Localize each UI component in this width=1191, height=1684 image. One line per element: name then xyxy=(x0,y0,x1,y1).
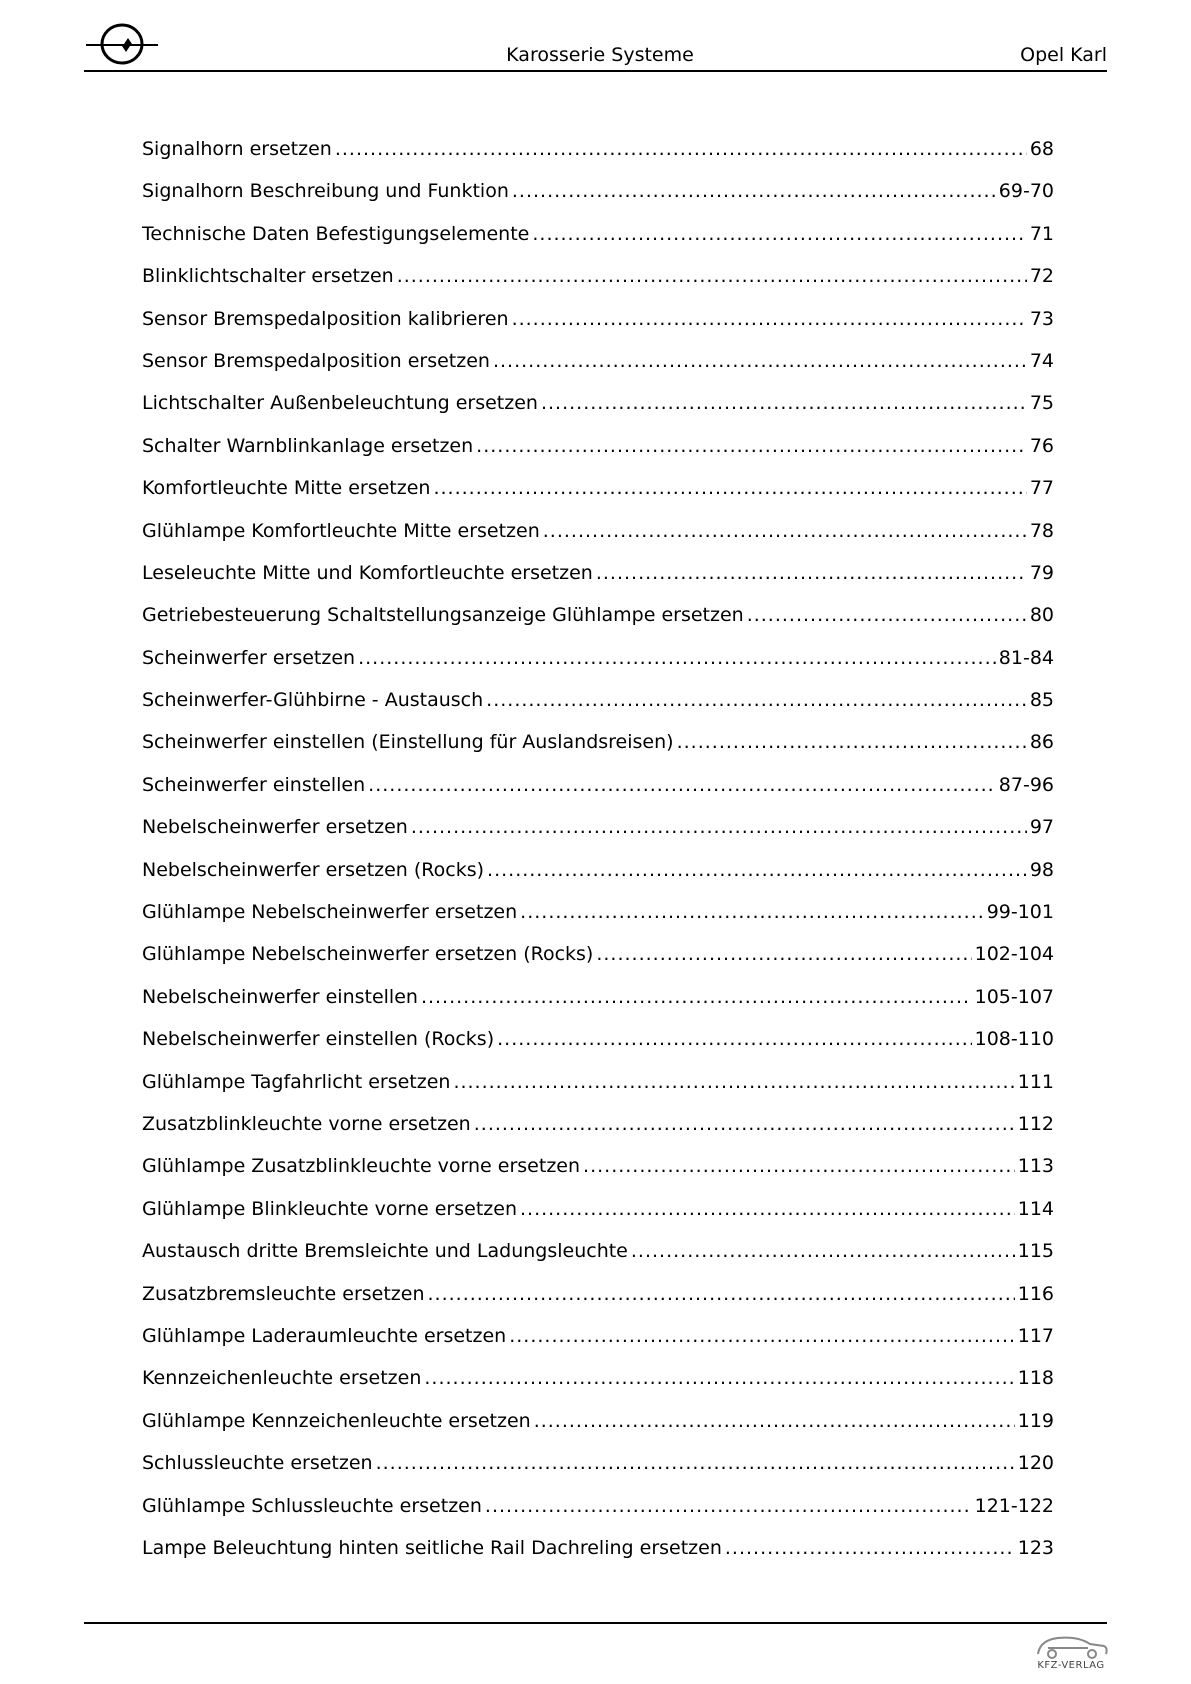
toc-entry-page: 98 xyxy=(1029,858,1054,881)
toc-entry xyxy=(142,1028,1054,1070)
publisher-logo xyxy=(1028,1630,1114,1678)
toc-entry-title: Glühlampe Blinkleuchte vorne ersetzen xyxy=(142,1197,517,1220)
toc-entry-leader xyxy=(376,1452,1015,1474)
toc-entry-leader xyxy=(368,774,996,796)
opel-logo-icon xyxy=(84,20,160,68)
toc-entry-title: Nebelscheinwerfer ersetzen xyxy=(142,816,408,839)
toc-entry-page: 102-104 xyxy=(974,943,1054,966)
toc-entry-leader xyxy=(424,1367,1014,1389)
toc-entry-page: 77 xyxy=(1029,477,1054,500)
toc-entry-leader xyxy=(486,689,1027,711)
toc-entry-leader xyxy=(397,265,1027,287)
toc-entry-leader xyxy=(631,1240,1015,1262)
toc-entry xyxy=(142,562,1054,604)
toc-entry-page: 105-107 xyxy=(974,985,1054,1008)
toc-entry-page: 111 xyxy=(1017,1070,1054,1093)
toc-entry xyxy=(142,647,1054,689)
car-wrench-icon xyxy=(1028,1630,1114,1660)
toc-entry-title: Lampe Beleuchtung hinten seitliche Rail Dachreling ersetzen xyxy=(142,1536,722,1559)
toc-entry-page: 123 xyxy=(1017,1536,1054,1559)
toc-entry xyxy=(142,308,1054,350)
toc-entry-leader xyxy=(677,731,1027,753)
toc-entry-leader xyxy=(583,1155,1015,1177)
toc-entry-leader xyxy=(512,308,1027,330)
publisher-name: KFZ-VERLAG xyxy=(1037,1660,1105,1671)
toc-entry xyxy=(142,1155,1054,1197)
toc-entry-leader xyxy=(534,1410,1015,1432)
toc-entry-title: Komfortleuchte Mitte ersetzen xyxy=(142,477,431,500)
toc-entry-leader xyxy=(493,350,1027,372)
toc-entry-page: 85 xyxy=(1029,689,1054,712)
toc-entry-title: Glühlampe Nebelscheinwerfer ersetzen (Rocks) xyxy=(142,943,594,966)
toc-entry xyxy=(142,138,1054,180)
toc-entry-page: 72 xyxy=(1029,265,1054,288)
toc-entry xyxy=(142,1410,1054,1452)
toc-entry xyxy=(142,180,1054,222)
toc-entry xyxy=(142,943,1054,985)
toc-entry-title: Getriebesteuerung Schaltstellungsanzeige Glühlampe ersetzen xyxy=(142,604,744,627)
toc-entry xyxy=(142,520,1054,562)
toc-entry-page: 116 xyxy=(1017,1282,1054,1305)
toc-entry xyxy=(142,774,1054,816)
toc-entry xyxy=(142,816,1054,858)
toc-entry-title: Glühlampe Komfortleuchte Mitte ersetzen xyxy=(142,519,540,542)
table-of-contents xyxy=(142,138,1054,1579)
toc-entry xyxy=(142,265,1054,307)
toc-entry xyxy=(142,901,1054,943)
toc-entry xyxy=(142,604,1054,646)
toc-entry-leader xyxy=(485,1495,972,1517)
toc-entry-title: Leseleuchte Mitte und Komfortleuchte ersetzen xyxy=(142,561,593,584)
toc-entry-title: Glühlampe Tagfahrlicht ersetzen xyxy=(142,1070,451,1093)
toc-entry-title: Austausch dritte Bremsleichte und Ladungsleuchte xyxy=(142,1240,628,1263)
toc-entry-page: 75 xyxy=(1029,392,1054,415)
toc-entry-leader xyxy=(596,562,1027,584)
toc-entry xyxy=(142,392,1054,434)
toc-entry xyxy=(142,1113,1054,1155)
toc-entry-page: 117 xyxy=(1017,1324,1054,1347)
toc-entry xyxy=(142,223,1054,265)
toc-entry-title: Schalter Warnblinkanlage ersetzen xyxy=(142,434,474,457)
toc-entry xyxy=(142,731,1054,773)
toc-entry xyxy=(142,1283,1054,1325)
toc-entry-leader xyxy=(532,223,1026,245)
toc-entry-title: Glühlampe Kennzeichenleuchte ersetzen xyxy=(142,1409,531,1432)
toc-entry-page: 99-101 xyxy=(986,901,1054,924)
header-model: Opel Karl xyxy=(1020,44,1107,66)
toc-entry-title: Schlussleuchte ersetzen xyxy=(142,1452,373,1475)
toc-entry xyxy=(142,1495,1054,1537)
toc-entry-title: Zusatzbremsleuchte ersetzen xyxy=(142,1282,425,1305)
toc-entry-title: Nebelscheinwerfer einstellen xyxy=(142,985,418,1008)
toc-entry-page: 87-96 xyxy=(998,773,1054,796)
toc-entry-leader xyxy=(411,816,1027,838)
toc-entry-title: Scheinwerfer ersetzen xyxy=(142,646,356,669)
header-title: Karosserie Systeme xyxy=(506,44,694,66)
toc-entry-title: Scheinwerfer-Glühbirne - Austausch xyxy=(142,689,484,712)
toc-entry-title: Technische Daten Befestigungselemente xyxy=(142,222,530,245)
toc-entry-page: 74 xyxy=(1029,349,1054,372)
toc-entry-leader xyxy=(487,859,1027,881)
footer-divider xyxy=(84,1622,1107,1624)
toc-entry xyxy=(142,986,1054,1028)
toc-entry-leader xyxy=(520,901,984,923)
toc-entry-leader xyxy=(520,1198,1015,1220)
toc-entry xyxy=(142,350,1054,392)
toc-entry-leader xyxy=(725,1537,1015,1559)
toc-entry-title: Blinklichtschalter ersetzen xyxy=(142,265,394,288)
toc-entry-page: 114 xyxy=(1017,1197,1054,1220)
toc-entry-page: 68 xyxy=(1029,138,1054,160)
toc-entry-title: Scheinwerfer einstellen xyxy=(142,773,366,796)
toc-entry-title: Glühlampe Nebelscheinwerfer ersetzen xyxy=(142,901,518,924)
toc-entry xyxy=(142,1325,1054,1367)
toc-entry xyxy=(142,859,1054,901)
toc-entry-page: 97 xyxy=(1029,816,1054,839)
toc-entry-title: Nebelscheinwerfer einstellen (Rocks) xyxy=(142,1028,495,1051)
toc-entry-leader xyxy=(428,1283,1015,1305)
toc-entry-leader xyxy=(476,435,1027,457)
toc-entry xyxy=(142,689,1054,731)
toc-entry-page: 73 xyxy=(1029,307,1054,330)
toc-entry-leader xyxy=(512,180,996,202)
toc-entry xyxy=(142,1071,1054,1113)
toc-entry-leader xyxy=(543,520,1027,542)
toc-entry-leader xyxy=(541,392,1027,414)
toc-entry-leader xyxy=(497,1028,971,1050)
toc-entry-page: 113 xyxy=(1017,1155,1054,1178)
toc-entry-page: 119 xyxy=(1017,1409,1054,1432)
toc-entry-page: 112 xyxy=(1017,1112,1054,1135)
toc-entry-title: Scheinwerfer einstellen (Einstellung für Auslandsreisen) xyxy=(142,731,674,754)
toc-entry xyxy=(142,435,1054,477)
toc-entry-leader xyxy=(747,604,1027,626)
toc-entry-title: Sensor Bremspedalposition ersetzen xyxy=(142,349,490,372)
toc-entry-title: Kennzeichenleuchte ersetzen xyxy=(142,1367,422,1390)
toc-entry-leader xyxy=(596,943,971,965)
toc-entry xyxy=(142,1537,1054,1579)
toc-entry-page: 80 xyxy=(1029,604,1054,627)
toc-entry-page: 78 xyxy=(1029,519,1054,542)
toc-entry xyxy=(142,1367,1054,1409)
toc-entry-page: 71 xyxy=(1029,222,1054,245)
toc-entry-title: Glühlampe Laderaumleuchte ersetzen xyxy=(142,1324,507,1347)
toc-entry-leader xyxy=(453,1071,1014,1093)
toc-entry-page: 118 xyxy=(1017,1367,1054,1390)
toc-entry-page: 120 xyxy=(1017,1452,1054,1475)
toc-entry-title: Nebelscheinwerfer ersetzen (Rocks) xyxy=(142,858,485,881)
toc-entry-title: Glühlampe Zusatzblinkleuchte vorne ersetzen xyxy=(142,1155,581,1178)
toc-entry-title: Lichtschalter Außenbeleuchtung ersetzen xyxy=(142,392,538,415)
toc-entry-page: 69-70 xyxy=(998,180,1054,203)
header-divider xyxy=(84,70,1107,72)
toc-entry-leader xyxy=(358,647,996,669)
toc-entry-page: 79 xyxy=(1029,561,1054,584)
toc-entry-page: 81-84 xyxy=(998,646,1054,669)
toc-entry-leader xyxy=(509,1325,1015,1347)
toc-entry-title: Sensor Bremspedalposition kalibrieren xyxy=(142,307,509,330)
toc-entry xyxy=(142,477,1054,519)
toc-entry-page: 121-122 xyxy=(974,1494,1054,1517)
toc-entry-page: 108-110 xyxy=(974,1028,1054,1051)
toc-entry-title: Signalhorn Beschreibung und Funktion xyxy=(142,180,509,203)
toc-entry-leader xyxy=(335,138,1027,160)
toc-entry xyxy=(142,1198,1054,1240)
toc-entry-title: Zusatzblinkleuchte vorne ersetzen xyxy=(142,1112,471,1135)
toc-entry-title: Glühlampe Schlussleuchte ersetzen xyxy=(142,1494,482,1517)
toc-entry xyxy=(142,1240,1054,1282)
toc-entry-page: 115 xyxy=(1017,1240,1054,1263)
toc-entry-page: 76 xyxy=(1029,434,1054,457)
toc-entry-leader xyxy=(421,986,972,1008)
toc-entry-page: 86 xyxy=(1029,731,1054,754)
toc-entry-leader xyxy=(474,1113,1015,1135)
toc-entry-leader xyxy=(433,477,1026,499)
toc-entry xyxy=(142,1452,1054,1494)
toc-entry-title: Signalhorn ersetzen xyxy=(142,138,332,160)
